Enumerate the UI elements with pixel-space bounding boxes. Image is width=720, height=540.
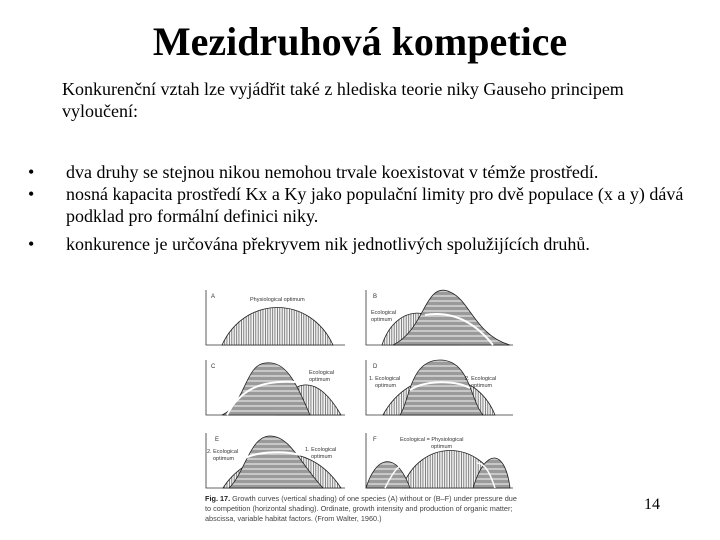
panel-letter: C	[211, 364, 216, 370]
panel-label: 2. Ecological	[465, 376, 497, 382]
panel-label: optimum	[375, 383, 397, 389]
panel-letter: B	[373, 294, 378, 300]
panel-f	[366, 433, 513, 488]
panel-letter: A	[211, 294, 216, 300]
panel-label: optimum	[311, 454, 333, 460]
bullet-item	[28, 161, 708, 183]
slide-title: Mezidruhová kompetice	[152, 19, 568, 64]
panel-label: Ecological	[371, 310, 397, 316]
bullet-marker: •	[28, 234, 35, 254]
panel-label: Physiological optimum	[250, 297, 305, 303]
panel-label: optimum	[213, 456, 235, 462]
bullet-text: dva druhy se stejnou nikou nemohou trvale koexistovat v témže prostředí.	[66, 162, 599, 182]
bullet-list	[28, 161, 708, 255]
intro-paragraph: Konkurenční vztah lze vyjádřit také z hlediska teorie niky Gauseho principem vyloučení:	[62, 79, 624, 121]
page-number: 14	[644, 496, 660, 513]
panel-letter: D	[373, 364, 378, 370]
panel-label: optimum	[471, 383, 493, 389]
bullet-text: konkurence je určována překryvem nik jednotlivých spolužijících druhů.	[66, 234, 590, 254]
panel-a	[206, 290, 345, 345]
panel-letter: F	[373, 437, 377, 443]
panel-label: optimum	[371, 317, 393, 323]
bullet-item	[28, 183, 708, 227]
panel-label: 2. Ecological	[207, 449, 239, 455]
panel-b	[366, 290, 513, 345]
panel-label: optimum	[431, 444, 453, 450]
panel-label: Ecological	[309, 370, 335, 376]
panel-label: optimum	[309, 377, 331, 383]
panel-label: Ecological = Physiological	[400, 437, 464, 443]
panel-label: 1. Ecological	[305, 447, 337, 453]
growth-curves-figure	[200, 285, 520, 495]
bullet-text: nosná kapacita prostředí Kx a Ky jako populační limity pro dvě populace (x a y) dává podklad pro formální definici niky.	[66, 184, 684, 226]
panel-label: 1. Ecological	[369, 376, 401, 382]
caption-text: Growth curves (vertical shading) of one species (A) without or (B–F) under pressure due to competition (horizontal shading). Ordinate, growth intensity and production of organic matter; abscissa, variable habitat factors. (From Walter, 1960.)	[205, 494, 517, 523]
bullet-item	[28, 233, 708, 255]
panel-c	[206, 360, 345, 415]
caption-label: Fig. 17.	[205, 494, 231, 503]
figure-caption	[205, 494, 517, 524]
panel-d	[366, 360, 513, 415]
bullet-marker: •	[28, 162, 35, 182]
panel-letter: E	[215, 437, 220, 443]
panel-e	[206, 433, 345, 488]
bullet-marker: •	[28, 184, 35, 204]
